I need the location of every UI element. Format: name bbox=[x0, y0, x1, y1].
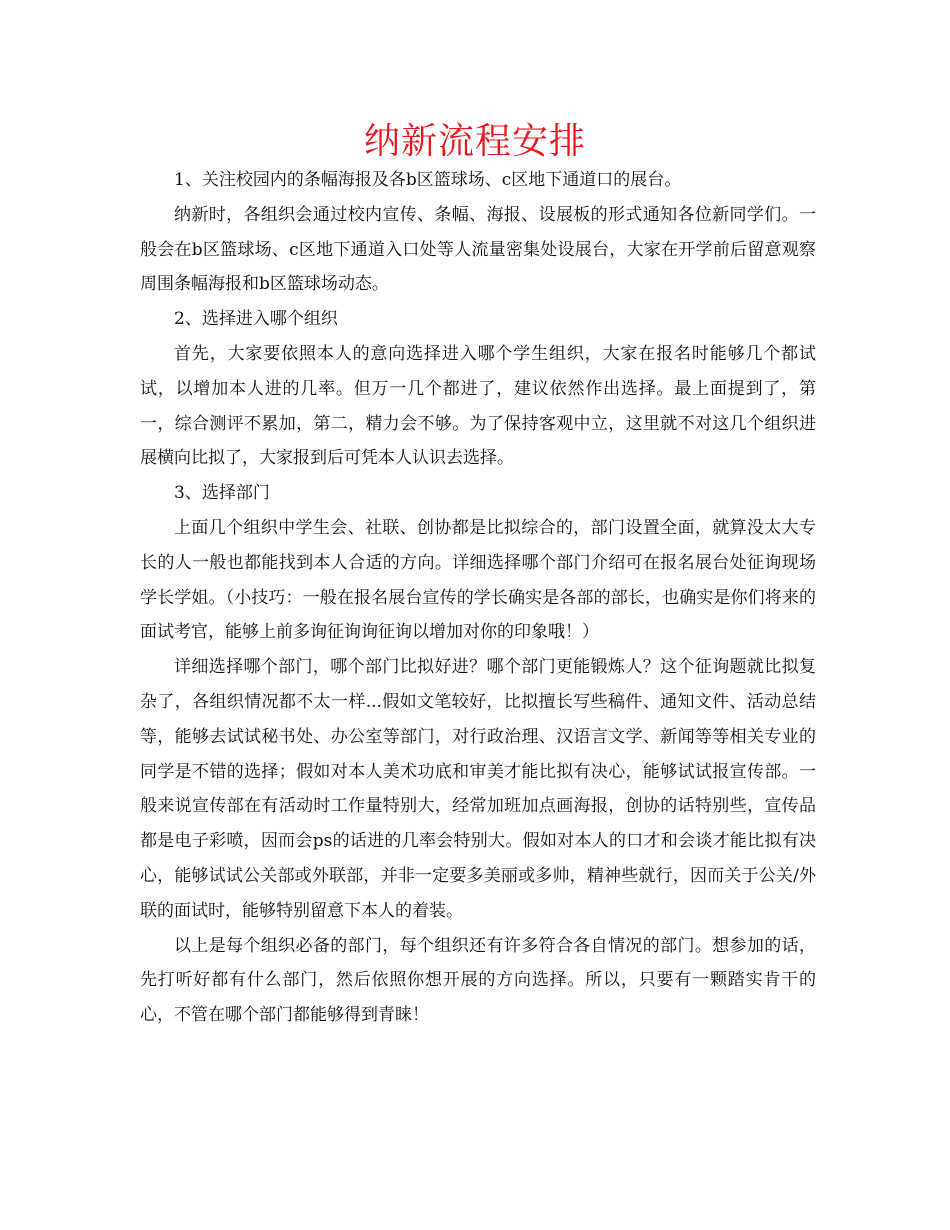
document-body bbox=[140, 163, 816, 1033]
paragraph-choose-organization: 首先，大家要依照本人的意向选择进入哪个学生组织，大家在报名时能够几个都试试，以增加本人进的几率。但万一几个都进了，建议依然作出选择。最上面提到了，第一，综合测评不累加，第二，精力会不够。为了保持客观中立，这里就不对这几个组织进展横向比拟了，大家报到后可凭本人认识去选择。 bbox=[140, 343, 816, 469]
section-heading-1: 1、关注校园内的条幅海报及各b区篮球场、c区地下通道口的展台。 bbox=[174, 170, 682, 190]
page-title: 纳新流程安排 bbox=[363, 121, 586, 162]
section-heading-2: 2、选择进入哪个组织 bbox=[174, 309, 338, 330]
paragraph-conclusion: 以上是每个组织必备的部门，每个组织还有许多符合各自情况的部门。想参加的话，先打听好都有什么部门，然后依照你想开展的方向选择。所以，只要有一颗踏实肯干的心，不管在哪个部门都能够得到青睐！ bbox=[140, 935, 816, 1026]
paragraph-recruitment-notice: 纳新时，各组织会通过校内宣传、条幅、海报、设展板的形式通知各位新同学们。一般会在b区篮球场、c区地下通道入口处等人流量密集处设展台，大家在开学前后留意观察周围条幅海报和b区篮球场动态。 bbox=[140, 204, 816, 295]
paragraph-choose-department: 上面几个组织中学生会、社联、创协都是比拟综合的，部门设置全面，就算没太大专长的人一般也都能找到本人合适的方向。详细选择哪个部门介绍可在报名展台处征询现场学长学姐。（小技巧：一般在报名展台宣传的学长确实是各部的部长，也确实是你们将来的面试考官，能够上前多询征询询征询以增加对你的印象哦！） bbox=[140, 517, 816, 643]
section-heading-3: 3、选择部门 bbox=[174, 483, 270, 504]
paragraph-department-details: 详细选择哪个部门，哪个部门比拟好进？哪个部门更能锻炼人？这个征询题就比拟复杂了，各组织情况都不太一样...假如文笔较好，比拟擅长写些稿件、通知文件、活动总结等，能够去试试秘书处、办公室等部门，对行政治理、汉语言文学、新闻等等相关专业的同学是不错的选择；假如对本人美术功底和审美才能比拟有决心，能够试试报宣传部。一般来说宣传部在有活动时工作量特别大，经常加班加点画海报，创协的话特别些，宣传品都是电子彩喷，因而会ps的话进的几率会特别大。假如对本人的口才和会谈才能比拟有决心，能够试试公关部或外联部，并非一定要多美丽或多帅，精神些就行，因而关于公关/外联的面试时，能够特别留意下本人的着装。 bbox=[140, 657, 816, 921]
